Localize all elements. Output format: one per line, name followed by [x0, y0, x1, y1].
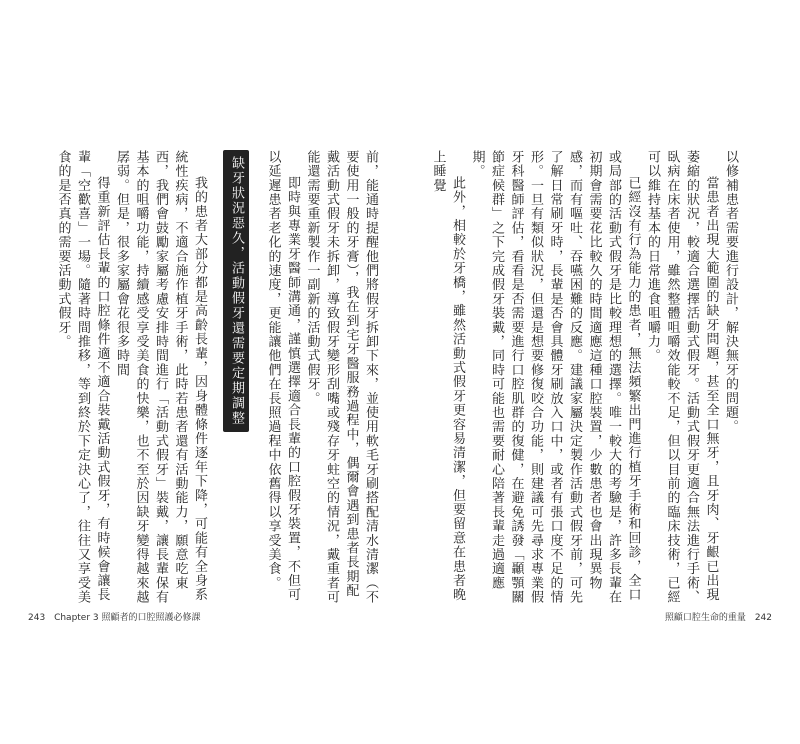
paragraph: 前，能通時提醒他們將假牙拆卸下來，並使用軟毛牙刷搭配清水清潔（不要使用一般的牙膏），我在到宅牙醫服務過程中，偶爾會遇到患者長期配戴活動式假牙未拆卸，導致假牙變形刮嘴或殘存牙蛀空的情況，戴重者可能還需要重新製作一副新的活動式假牙。: [304, 150, 378, 605]
left-page-number: 243: [28, 613, 46, 623]
paragraph: 已經沒有行為能力的患者，無法頻繁出門進行植牙手術和回診，全口或局部的活動式假牙是比較理想的選擇。唯一較大的考驗是，許多長輩在初期會需要花比較久的時間適應這種口腔裝置，少數患者也會出現異物感，而有嘔吐、吞嚥困難的反應。建議家屬決定製作活動式假牙前，可先了解日常刷牙時，長輩是否會具體牙刷放入口中，或者有張口度不足的情形。一旦有類似狀況，但還是想要修復咬合功能，則建議可先尋求專業假牙科醫師評估，看看是否需要進行口腔肌群的復健，在避免誘發「顳顎關節症候群」之下完成假牙裝戴，同時可能也需要耐心陪著長輩走過適應期。: [469, 150, 641, 605]
paragraph: 以修補患者需要進行設計，解決無牙的問題。: [723, 150, 738, 434]
right-page-footer: [665, 610, 778, 623]
paragraph: 當患者出現大範圍的缺牙問題，甚至全口無牙，且牙肉、牙齦已出現萎縮的狀況，較適合選擇活動式假牙。活動式假牙更適合無法進行手術、臥病在床者使用，雖然整體咀嚼效能較不足，但以目前的臨床技術，已經可以維持基本的日常進食咀嚼力。: [645, 150, 719, 605]
paragraph: 即時與專業牙醫師溝通，謹慎選擇適合長輩的口腔假牙裝置，不但可以延遲患者老化的速度，更能讓他們在長照過程中依舊得以享受美食。: [265, 150, 300, 602]
paragraph: 我的患者大部分都是高齡長輩，因身體條件逐年下降，可能有全身系統性疾病，不適合施作植牙手術，此時若患者還有活動能力，願意吃東西，我們會鼓勵家屬考慮安排時間進行「活動式假牙」裝戴，讓長輩保有基本的咀嚼功能，持續感受享受美食的快樂，也不至於因缺牙變得越來越孱弱。但是，很多家屬會花很多時間: [114, 150, 207, 605]
right-page-number: 242: [754, 613, 772, 623]
left-page-footer: [22, 610, 201, 623]
left-running-title: Chapter 3 照顧者的口腔照護必修課: [54, 613, 201, 623]
section-heading: 缺牙狀況惡久，活動假牙還需要定期調整: [223, 150, 249, 432]
right-page-text: [420, 150, 740, 610]
right-running-title: 照顧口腔生命的重量: [664, 613, 746, 623]
left-page-text: [55, 150, 380, 610]
paragraph: 此外，相較於牙橋，雖然活動式假牙更容易清潔，但要留意在患者晚上睡覺: [430, 150, 465, 602]
paragraph: 得重新評估長輩的口腔條件適不適合裝戴活動式假牙，有時候會讓長輩「空歡喜」一場。隨著時間推移，等到終於下定決心了，往往又享受美食的是否真的需要活動式假牙。: [55, 150, 110, 605]
